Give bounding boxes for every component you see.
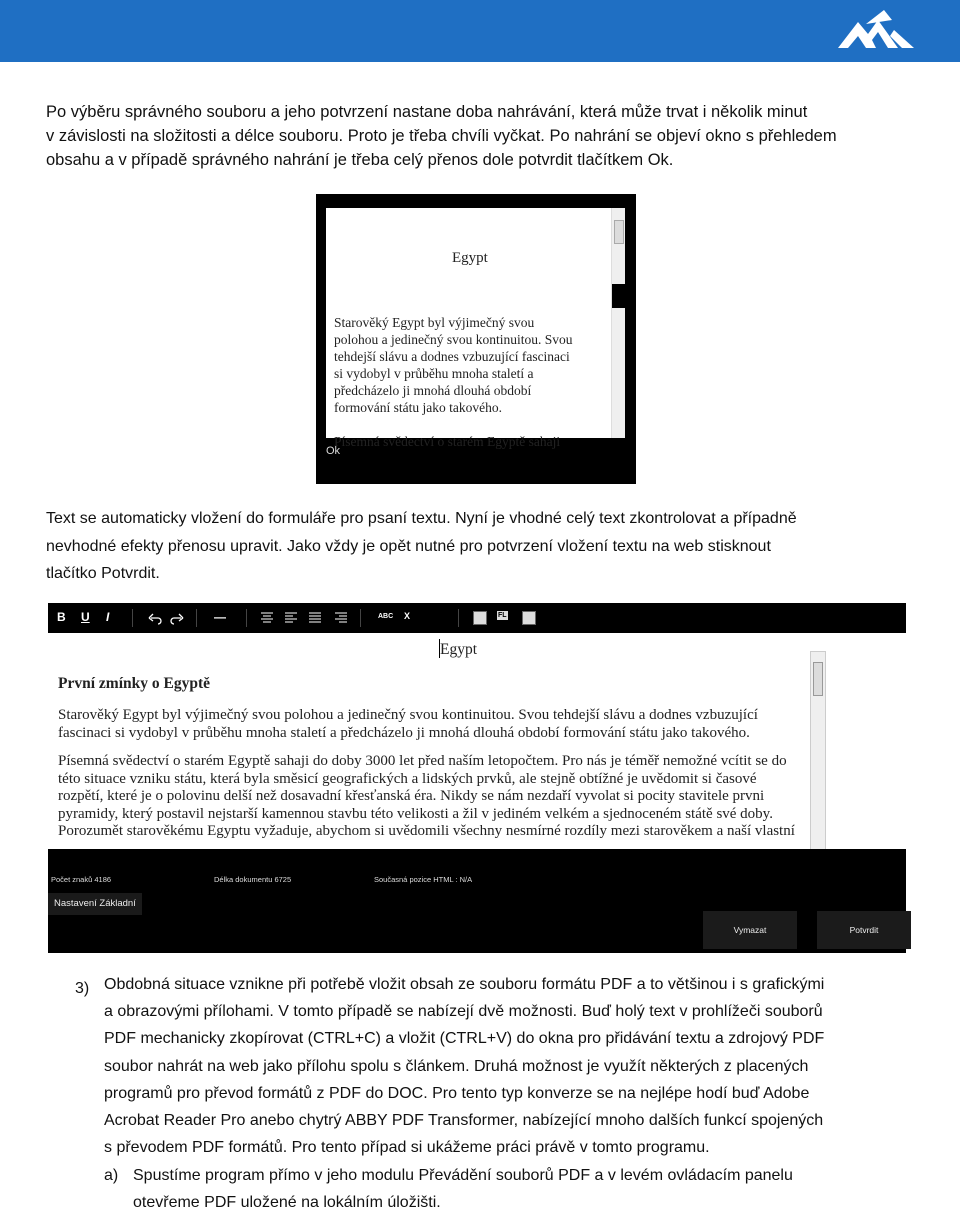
text-line: Obdobná situace vznikne při potřebě vložit obsah ze souboru formátu PDF a to většinou i s grafickými	[104, 976, 825, 993]
toolbar-divider	[196, 609, 197, 627]
preview-text	[334, 314, 604, 450]
text-line: v závislosti na složitosti a délce souboru. Proto je třeba chvíli vyčkat. Po nahrání se objeví okno s přehledem	[46, 127, 837, 145]
text-line: obsahu a v případě správného nahrání je třeba celý přenos dole potvrdit tlačítkem Ok.	[46, 151, 674, 169]
text-line: této situace vzniku státu, která byla směsicí geografických a lidských prvků, ale stejně obtížné je uvědomit si časové	[58, 770, 757, 787]
subscript-button[interactable]: X	[404, 611, 411, 621]
text-line: pyramidy, který postavil nejstarší kamennou stavbu této velikosti a žil v jediném velkém a sjednoceném státě své doby.	[58, 805, 773, 822]
document-length: Délka dokumentu 6725	[214, 875, 292, 884]
image-icon[interactable]	[473, 611, 487, 625]
frame-notch	[612, 284, 636, 308]
text-line: si vydobyl v průběhu mnoha staletí a	[334, 366, 534, 381]
text-line: polohou a jedinečný svou kontinuitou. Svou	[334, 332, 573, 347]
second-paragraph	[46, 505, 916, 588]
text-line: Porozumět starověkému Egyptu vyžaduje, abychom si uvědomili všechny nesmírné rozdíly mezi starověkem a naší vlastní	[58, 823, 795, 839]
preview-scrollbar[interactable]	[611, 208, 625, 438]
header-bar	[0, 0, 960, 62]
text-line: Acrobat Reader Pro anebo chytrý ABBY PDF Transformer, nabízející mnoho dalších funkcí spojených	[104, 1112, 824, 1130]
text-line: tlačítko Potvrdit.	[46, 565, 160, 582]
toolbar-divider	[132, 609, 133, 627]
ok-button[interactable]: Ok	[326, 445, 341, 457]
align-right-icon[interactable]	[334, 612, 348, 624]
redo-icon[interactable]	[170, 612, 184, 624]
align-center-icon[interactable]	[260, 612, 274, 624]
intro-paragraph	[46, 100, 926, 172]
text-line: s převodem PDF formátů. Pro tento případ si ukážeme práci právě v tomto programu.	[104, 1139, 710, 1157]
mountain-logo-icon	[836, 10, 916, 50]
item-text	[104, 971, 924, 1161]
flash-button[interactable]: FL	[498, 612, 507, 619]
clear-button[interactable]: Vymazat	[703, 911, 797, 949]
align-justify-icon[interactable]	[308, 612, 322, 624]
subitem-text	[133, 1162, 913, 1216]
text-line: soubor nahrát na web jako přílohu spolu s článkem. Druhá možnost je využít některých z placených	[104, 1057, 809, 1075]
horizontal-rule-button[interactable]: —	[214, 610, 226, 624]
text-line: otevřeme PDF uložené na lokálním úložišti.	[133, 1194, 441, 1211]
text-line: fascinaci si vydobyl v průběhu mnoha staletí a předcházelo ji mnohá dlouhá období formování státu jako takového.	[58, 724, 750, 741]
text-line: Starověký Egypt byl výjimečný svou	[334, 315, 535, 330]
text-line: PDF mechanicky zkopírovat (CTRL+C) a vložit (CTRL+V) do okna pro přidávání textu a zdrojový PDF	[104, 1030, 825, 1048]
preview-document	[326, 208, 624, 449]
text-line: Starověký Egypt byl výjimečný svou polohou a jedinečný svou kontinuitou. Svou tehdejší slávu a dodnes vzbuzující	[58, 707, 758, 723]
html-position: Současná pozice HTML : N/A	[374, 875, 473, 884]
text-line: programů pro převod formátů z PDF do DOC. Pro tento typ konverze se na nejlépe hodí buď Adobe	[104, 1084, 810, 1102]
scrollbar-thumb[interactable]	[813, 662, 823, 696]
paste-icon[interactable]	[522, 611, 536, 625]
editor-screenshot	[48, 603, 906, 953]
undo-icon[interactable]	[148, 612, 162, 624]
toolbar-divider	[246, 609, 247, 627]
underline-button[interactable]: U	[81, 610, 90, 624]
section-heading: První zmínky o Egyptě	[58, 675, 210, 692]
toolbar-divider	[458, 609, 459, 627]
toolbar-divider	[360, 609, 361, 627]
editor-toolbar	[48, 603, 906, 633]
editor-content[interactable]	[48, 633, 906, 849]
italic-button[interactable]: I	[106, 610, 110, 624]
text-line: Písemná svědectví o starém Egyptě sahaji	[334, 434, 561, 449]
text-line: Text se automaticky vložení do formuláře pro psaní textu. Nyní je vhodné celý text zkontrolovat a případně	[46, 510, 797, 527]
confirm-button[interactable]: Potvrdit	[817, 911, 911, 949]
second-paragraph	[58, 753, 818, 841]
subitem-letter: a)	[104, 1167, 119, 1184]
text-line: rozpětí, které je o polovinu delší než dosavadní křesťanská éra. Nikdy se nám nezdaří vyvolat si pocity stavitele prvni	[58, 788, 765, 804]
settings-tabs[interactable]: Nastavení Základní	[48, 893, 142, 915]
text-line: Písemná svědectví o starém Egyptě sahaji do doby 3000 let před naším letopočtem. Pro nás je téměř nemožné vcítit se do	[58, 753, 787, 769]
document-title: Egypt	[440, 641, 478, 658]
bold-button[interactable]: B	[57, 610, 66, 624]
item-number: 3)	[75, 980, 90, 997]
text-line: a obrazovými přílohami. V tomto případě se nabízejí dvě možnosti. Buď holý text v prohlížeči souborů	[104, 1003, 823, 1021]
text-line: nevhodné efekty přenosu upravit. Jako vždy je opět nutné pro potvrzení vložení textu na web stisknout	[46, 537, 771, 555]
text-line	[334, 416, 604, 433]
text-line: předcházelo ji mnohá dlouhá období	[334, 383, 532, 398]
first-paragraph	[58, 707, 818, 742]
text-line: tehdejší slávu a dodnes vzbuzující fascinaci	[334, 349, 570, 364]
spellcheck-button[interactable]: ABC	[378, 613, 394, 620]
text-line: Po výběru správného souboru a jeho potvrzení nastane doba nahrávání, která může trvat i několik minut	[46, 103, 808, 121]
text-line: Spustíme program přímo v jeho modulu Převádění souborů PDF a v levém ovládacím panelu	[133, 1167, 793, 1184]
text-line: formování státu jako takového.	[334, 400, 502, 415]
align-left-icon[interactable]	[284, 612, 298, 624]
editor-scrollbar[interactable]	[810, 651, 826, 851]
upload-preview-screenshot	[316, 194, 636, 484]
preview-title: Egypt	[452, 250, 488, 266]
char-count: Počet znaků 4186	[51, 875, 112, 884]
editor-statusbar	[48, 849, 906, 953]
scrollbar-thumb[interactable]	[614, 220, 624, 244]
